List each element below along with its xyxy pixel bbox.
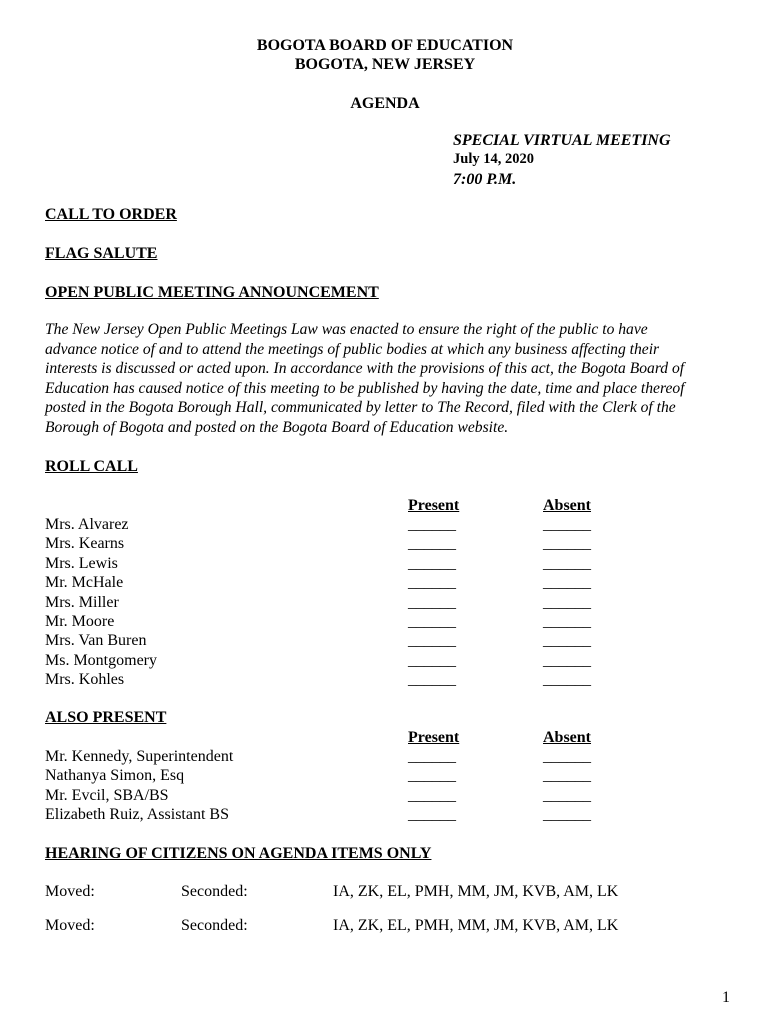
also-present-present-blanks bbox=[408, 747, 456, 825]
roll-call-present-header: Present bbox=[408, 497, 460, 514]
moved-label: Moved: bbox=[45, 883, 95, 900]
present-blank: ______ bbox=[408, 554, 456, 572]
present-blank: ______ bbox=[408, 574, 456, 592]
agenda-title: AGENDA bbox=[350, 95, 420, 112]
absent-blank: ______ bbox=[543, 593, 591, 611]
roll-call-absent-blanks bbox=[543, 515, 591, 690]
present-blank: ______ bbox=[408, 593, 456, 611]
present-blank: ______ bbox=[408, 612, 456, 630]
paragraph-line: The New Jersey Open Public Meetings Law was enacted to ensure the right of the public to have bbox=[45, 321, 648, 338]
roll-call-member: Mrs. Lewis bbox=[45, 554, 118, 572]
vote-initials: IA, ZK, EL, PMH, MM, JM, KVB, AM, LK bbox=[333, 883, 619, 900]
page-number: 1 bbox=[722, 989, 730, 1006]
meeting-time: 7:00 P.M. bbox=[453, 171, 517, 188]
paragraph-line: Borough of Bogota and posted on the Bogota Board of Education website. bbox=[45, 418, 509, 436]
roll-call-member: Mrs. Alvarez bbox=[45, 516, 129, 533]
absent-blank: ______ bbox=[543, 554, 591, 572]
absent-blank: ______ bbox=[543, 612, 591, 630]
roll-call-member: Mr. Moore bbox=[45, 612, 115, 630]
opma-heading: OPEN PUBLIC MEETING ANNOUNCEMENT bbox=[45, 284, 379, 301]
board-location: BOGOTA, NEW JERSEY bbox=[294, 56, 476, 73]
also-present-member: Elizabeth Ruiz, Assistant BS bbox=[45, 806, 229, 824]
also-present-member: Mr. Evcil, SBA/BS bbox=[45, 786, 169, 804]
absent-blank: ______ bbox=[543, 651, 591, 669]
board-title: BOGOTA BOARD OF EDUCATION bbox=[256, 37, 514, 54]
present-blank: ______ bbox=[408, 632, 456, 650]
seconded-label: Seconded: bbox=[181, 883, 248, 900]
meeting-date: July 14, 2020 bbox=[453, 151, 534, 167]
also-present-list bbox=[45, 747, 233, 825]
also-present-absent-blanks bbox=[543, 747, 591, 825]
present-blank: ______ bbox=[408, 806, 456, 824]
opma-paragraph bbox=[45, 320, 735, 438]
absent-blank: ______ bbox=[543, 806, 591, 824]
flag-salute-heading: FLAG SALUTE bbox=[45, 245, 158, 262]
present-blank: ______ bbox=[408, 516, 456, 533]
meeting-type: SPECIAL VIRTUAL MEETING bbox=[453, 132, 671, 149]
absent-blank: ______ bbox=[543, 574, 591, 592]
paragraph-line: interests is discussed or acted upon. In accordance with the provisions of this act, the Bogota Board of bbox=[45, 360, 685, 378]
roll-call-heading: ROLL CALL bbox=[45, 458, 138, 475]
also-present-member: Mr. Kennedy, Superintendent bbox=[45, 748, 234, 765]
roll-call-member: Mrs. Kohles bbox=[45, 671, 125, 689]
roll-call-present-blanks bbox=[408, 515, 456, 690]
roll-call-member: Mrs. Kearns bbox=[45, 535, 125, 553]
moved-label: Moved: bbox=[45, 917, 95, 934]
roll-call-absent-header: Absent bbox=[543, 497, 592, 514]
call-to-order-heading: CALL TO ORDER bbox=[45, 206, 177, 223]
also-present-member: Nathanya Simon, Esq bbox=[45, 767, 185, 785]
roll-call-member: Ms. Montgomery bbox=[45, 651, 157, 669]
absent-blank: ______ bbox=[543, 632, 591, 650]
absent-blank: ______ bbox=[543, 786, 591, 804]
seconded-label: Seconded: bbox=[181, 917, 248, 934]
also-present-heading: ALSO PRESENT bbox=[45, 709, 167, 726]
hearing-heading: HEARING OF CITIZENS ON AGENDA ITEMS ONLY bbox=[45, 845, 432, 862]
roll-call-list bbox=[45, 515, 157, 690]
roll-call-member: Mrs. Van Buren bbox=[45, 632, 147, 650]
absent-blank: ______ bbox=[543, 748, 591, 765]
roll-call-member: Mrs. Miller bbox=[45, 593, 119, 611]
present-blank: ______ bbox=[408, 535, 456, 553]
present-blank: ______ bbox=[408, 671, 456, 689]
roll-call-member: Mr. McHale bbox=[45, 574, 124, 592]
absent-blank: ______ bbox=[543, 535, 591, 553]
present-blank: ______ bbox=[408, 767, 456, 785]
paragraph-line: posted in the Bogota Borough Hall, communicated by letter to The Record, filed with the Clerk of the bbox=[45, 399, 676, 417]
vote-initials: IA, ZK, EL, PMH, MM, JM, KVB, AM, LK bbox=[333, 917, 619, 934]
present-blank: ______ bbox=[408, 786, 456, 804]
also-present-present-header: Present bbox=[408, 729, 460, 746]
present-blank: ______ bbox=[408, 748, 456, 765]
absent-blank: ______ bbox=[543, 516, 591, 533]
also-present-absent-header: Absent bbox=[543, 729, 592, 746]
paragraph-line: Education has caused notice of this meeting to be published by having the date, time and place thereof bbox=[45, 379, 685, 397]
present-blank: ______ bbox=[408, 651, 456, 669]
absent-blank: ______ bbox=[543, 767, 591, 785]
absent-blank: ______ bbox=[543, 671, 591, 689]
paragraph-line: advance notice of and to attend the meetings of public bodies at which any business affecting their bbox=[45, 340, 660, 358]
